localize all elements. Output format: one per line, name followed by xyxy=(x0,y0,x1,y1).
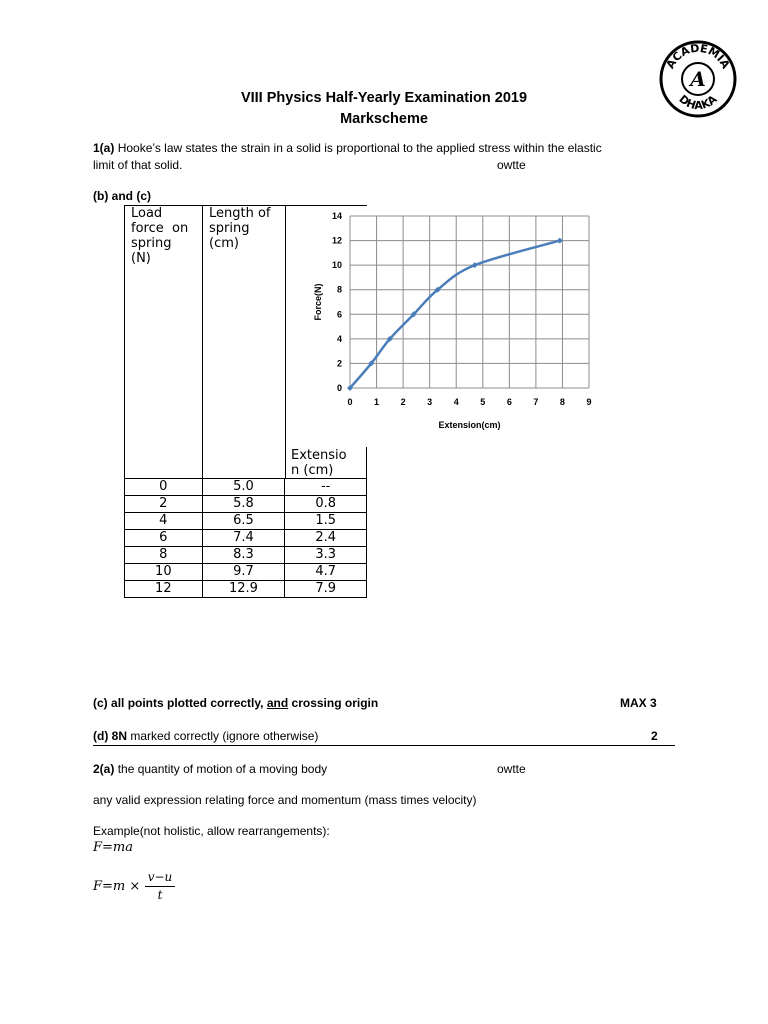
eq2-lhs: F=m × xyxy=(93,879,141,894)
table-col-line xyxy=(366,447,367,478)
length-cell: 5.0 xyxy=(202,479,285,496)
x-tick-label: 5 xyxy=(480,397,486,407)
x-tick-label: 9 xyxy=(586,397,592,407)
chart-svg xyxy=(305,205,605,430)
equation-f-ma: F=ma xyxy=(93,840,133,855)
x-tick-label: 8 xyxy=(559,397,565,407)
q1a-label: 1(a) xyxy=(93,141,115,155)
length-cell: 9.7 xyxy=(202,564,285,581)
force-extension-chart xyxy=(305,205,605,430)
q1c-line xyxy=(93,695,378,712)
q1a-line1 xyxy=(93,140,602,157)
fraction-bar xyxy=(145,886,175,887)
header-line: (cm) xyxy=(209,236,239,251)
table-col-line xyxy=(124,205,125,478)
q2-line3: Example(not holistic, allow rearrangements): xyxy=(93,824,330,838)
q1bc-label: (b) and (c) xyxy=(93,189,151,203)
y-axis-label: Force(N) xyxy=(313,283,323,321)
header-line: Extensio xyxy=(291,448,347,463)
load-cell: 0 xyxy=(125,479,203,496)
y-tick-label: 0 xyxy=(336,383,342,393)
q1d-bold: 8N xyxy=(111,729,128,743)
table-row xyxy=(125,547,367,564)
q1a-line2: limit of that solid. xyxy=(93,158,183,172)
eq2-numerator: v−u xyxy=(147,870,173,884)
extension-cell: 3.3 xyxy=(285,547,367,564)
svg-text:A: A xyxy=(690,67,706,91)
q2a-label: 2(a) xyxy=(93,762,115,776)
x-axis-label: Extension(cm) xyxy=(438,420,501,430)
q1d-line xyxy=(93,728,318,745)
page-title: VIII Physics Half-Yearly Examination 2019 xyxy=(240,90,528,106)
length-cell: 12.9 xyxy=(202,581,285,598)
header-line: spring xyxy=(131,236,172,251)
x-tick-label: 7 xyxy=(533,397,539,407)
table-row xyxy=(125,581,367,598)
header-line: Load xyxy=(131,206,163,221)
y-tick-label: 14 xyxy=(331,211,342,221)
x-tick-label: 2 xyxy=(400,397,406,407)
y-tick-label: 12 xyxy=(331,235,342,246)
length-cell: 7.4 xyxy=(202,530,285,547)
q1c-text-post: crossing origin xyxy=(291,696,379,710)
table-row xyxy=(125,564,367,581)
q1a-owtte: owtte xyxy=(497,158,526,172)
q1d-label: (d) xyxy=(93,729,109,743)
q1d-text: marked correctly (ignore otherwise) xyxy=(130,729,319,743)
x-tick-label: 1 xyxy=(374,397,380,407)
y-tick-label: 8 xyxy=(336,284,342,295)
q2a-owtte: owtte xyxy=(497,762,526,776)
load-cell: 6 xyxy=(125,530,203,547)
q1c-and: and xyxy=(266,696,289,710)
load-cell: 10 xyxy=(125,564,203,581)
table-header-load xyxy=(131,206,198,266)
q1c-text: all points plotted correctly, xyxy=(111,696,264,710)
section-divider xyxy=(93,745,675,746)
y-tick-label: 2 xyxy=(336,358,342,369)
y-tick-label: 6 xyxy=(336,309,342,320)
table-row xyxy=(125,496,367,513)
extension-cell: 1.5 xyxy=(285,513,367,530)
q1d-marks: 2 xyxy=(651,729,658,743)
extension-cell: 4.7 xyxy=(285,564,367,581)
svg-text:DHAKA: DHAKA xyxy=(676,92,720,113)
table-header-extension xyxy=(291,448,363,478)
q2a-text: the quantity of motion of a moving body xyxy=(117,762,328,776)
table-row xyxy=(125,513,367,530)
eq2-denominator: t xyxy=(157,888,163,902)
page-subtitle: Markscheme xyxy=(340,111,428,127)
header-line: spring xyxy=(209,221,250,236)
load-cell: 12 xyxy=(125,581,203,598)
header-line: Length of xyxy=(209,206,271,221)
x-tick-label: 6 xyxy=(506,397,512,407)
load-cell: 8 xyxy=(125,547,203,564)
q2a-line xyxy=(93,761,327,778)
academia-dhaka-logo xyxy=(659,40,737,118)
table-header-length xyxy=(209,206,284,251)
table-row xyxy=(125,479,367,496)
table-row xyxy=(125,530,367,547)
q1c-label: (c) xyxy=(93,696,108,710)
header-line: (N) xyxy=(131,251,151,266)
q1c-marks: MAX 3 xyxy=(620,696,657,710)
header-line: force on xyxy=(131,221,189,236)
load-cell: 4 xyxy=(125,513,203,530)
x-tick-label: 0 xyxy=(347,397,353,407)
q2-line2: any valid expression relating force and momentum (mass times velocity) xyxy=(93,793,477,807)
svg-text:ACADEMIA: ACADEMIA xyxy=(663,41,733,71)
load-cell: 2 xyxy=(125,496,203,513)
data-point xyxy=(557,238,563,244)
x-tick-label: 4 xyxy=(453,397,459,407)
length-cell: 5.8 xyxy=(202,496,285,513)
extension-cell: -- xyxy=(285,479,367,496)
header-line: n (cm) xyxy=(291,463,334,478)
y-tick-label: 4 xyxy=(336,333,342,344)
extension-cell: 0.8 xyxy=(285,496,367,513)
x-tick-label: 3 xyxy=(427,397,433,407)
length-cell: 8.3 xyxy=(202,547,285,564)
table-col-line xyxy=(202,205,203,478)
extension-cell: 7.9 xyxy=(285,581,367,598)
length-cell: 6.5 xyxy=(202,513,285,530)
y-tick-label: 10 xyxy=(331,260,342,271)
extension-cell: 2.4 xyxy=(285,530,367,547)
table-col-line xyxy=(285,205,286,478)
data-table xyxy=(124,478,367,598)
q1a-text: Hooke’s law states the strain in a solid is proportional to the applied stress within the elastic xyxy=(117,141,602,155)
